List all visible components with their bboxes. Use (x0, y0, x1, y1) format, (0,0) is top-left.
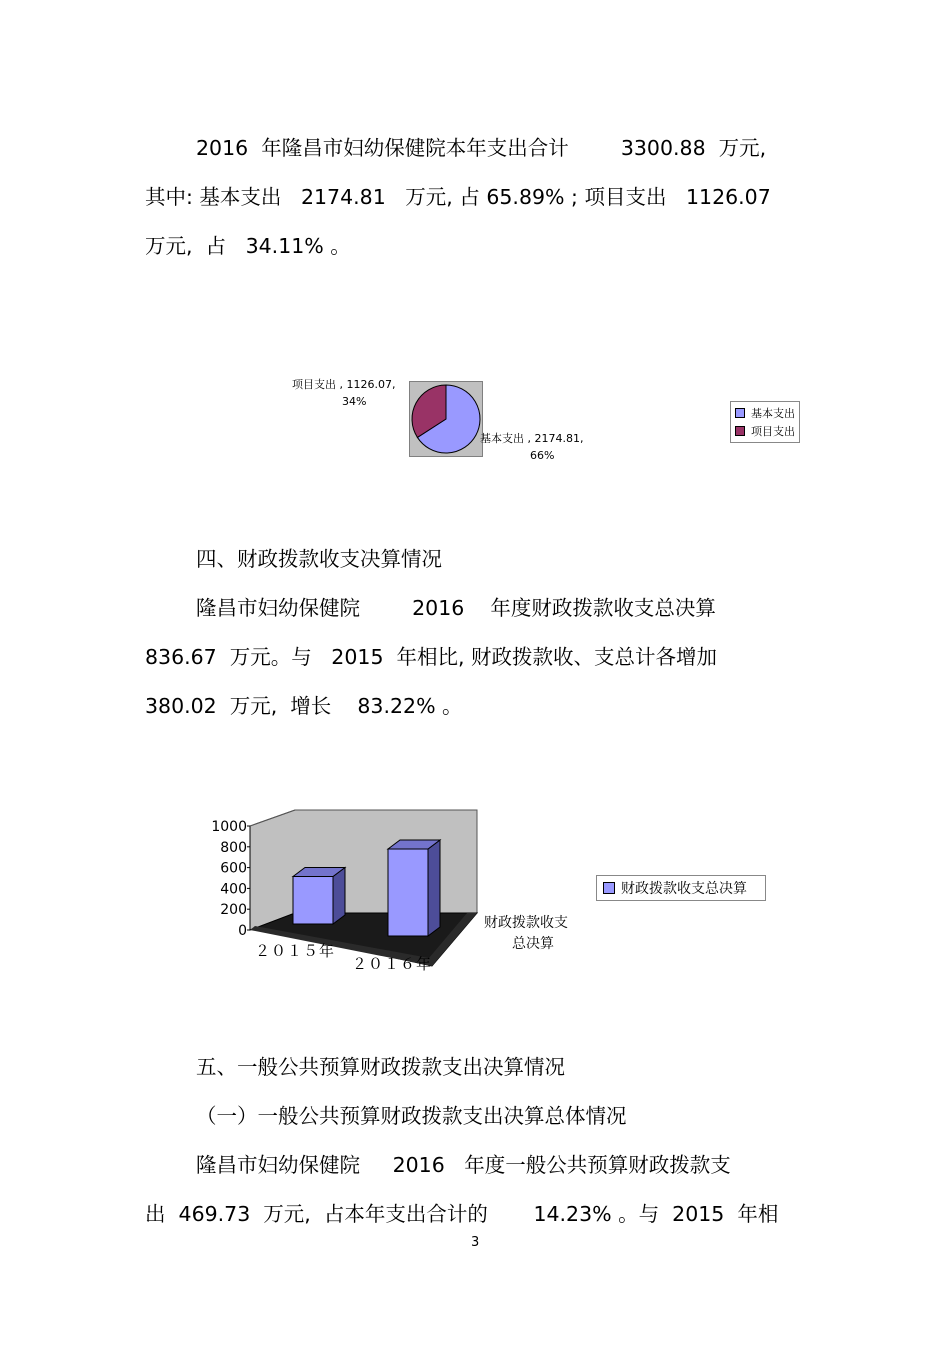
y-tick-label: 800 (220, 839, 247, 856)
page-number: 3 (471, 1235, 480, 1250)
pie-legend-item-jiben (735, 404, 795, 422)
bar-back-wall (250, 810, 477, 930)
para1-line2: 其中: 基本支出 2174.81 万元, 占 65.89% ; 项目支出 1126.07 (145, 185, 771, 209)
bar-depth-label-line1: 财政拨款收支 (484, 915, 568, 931)
pie-label-jiben-line1: 基本支出 , 2174.81, (480, 432, 584, 445)
bar-front (388, 849, 428, 936)
para1-line1: 2016 年隆昌市妇幼保健院本年支出合计 3300.88 万元, (196, 136, 767, 160)
pie-label-xiangmu-line2: 34% (342, 395, 367, 408)
y-tick-label: 0 (238, 923, 247, 939)
bar-side (333, 868, 345, 924)
bar-legend-label: 财政拨款收支总决算 (621, 881, 747, 897)
bar-1 (388, 840, 440, 936)
section5-heading: 五、一般公共预算财政拨款支出决算情况 (196, 1055, 565, 1079)
bar-plot (205, 808, 495, 978)
bar-depth-label-line2: 总决算 (512, 936, 554, 952)
para1-line3: 万元, 占 34.11% 。 (145, 234, 351, 258)
bar-legend (596, 875, 766, 901)
pie-plot (409, 381, 483, 457)
swatch-icon (735, 408, 745, 418)
y-tick-label: 200 (220, 902, 247, 919)
pie-label-xiangmu-line1: 项目支出 , 1126.07, (292, 378, 396, 391)
bar-legend-item (603, 879, 747, 897)
section4-line2: 836.67 万元。与 2015 年相比, 财政拨款收、支总计各增加 (145, 645, 718, 669)
pie-legend (730, 401, 800, 443)
pie-legend-label: 基本支出 (751, 407, 795, 420)
pie-label-jiben-line2: 66% (530, 449, 555, 462)
bar-0 (293, 868, 345, 924)
y-tick-label: 1000 (211, 819, 247, 835)
bar-front (293, 877, 333, 924)
section4-line1: 隆昌市妇幼保健院 2016 年度财政拨款收支总决算 (196, 596, 716, 620)
pie-legend-label: 项目支出 (751, 425, 795, 438)
y-tick-label: 600 (220, 860, 247, 877)
pie-legend-item-xiangmu (735, 422, 795, 440)
bar-xlabel-2015: ２０１５年 (255, 942, 336, 960)
section5-line1: 隆昌市妇幼保健院 2016 年度一般公共预算财政拨款支 (196, 1153, 731, 1177)
pie-slices (412, 385, 480, 453)
swatch-icon (735, 426, 745, 436)
section4-heading: 四、财政拨款收支决算情况 (196, 547, 442, 571)
bar-xlabel-2016: ２０１６年 (352, 955, 433, 973)
bar-ticks (211, 819, 250, 939)
bar-side (428, 840, 440, 936)
y-tick-label: 400 (220, 881, 247, 898)
section4-line3: 380.02 万元, 增长 83.22% 。 (145, 694, 463, 718)
section5-subheading: （一）一般公共预算财政拨款支出决算总体情况 (196, 1104, 627, 1128)
swatch-icon (603, 882, 615, 894)
section5-line2: 出 469.73 万元, 占本年支出合计的 14.23% 。与 2015 年相 (145, 1202, 779, 1226)
